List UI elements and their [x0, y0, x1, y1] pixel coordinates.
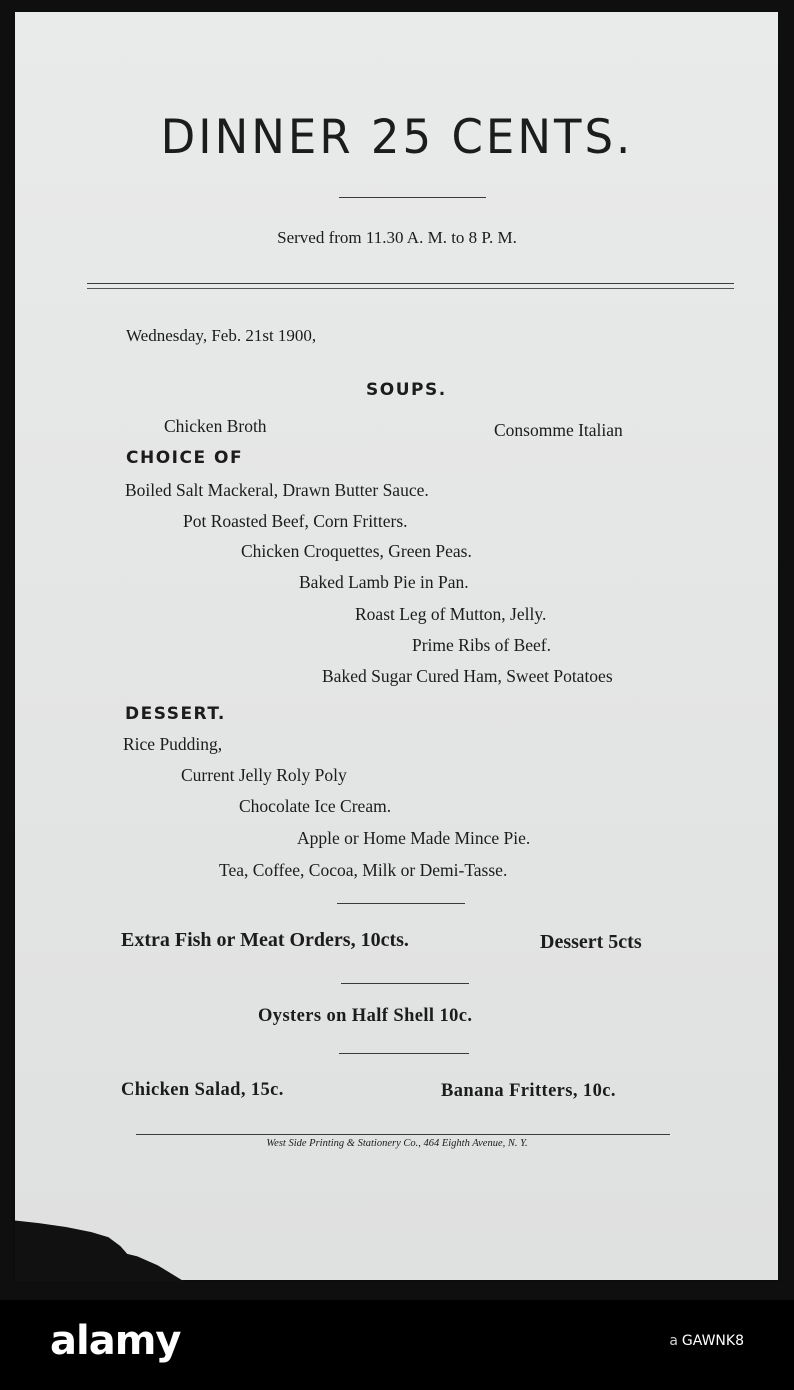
- image-id-value: GAWNK8: [681, 1333, 744, 1349]
- banana-fritters-price: Banana Fritters, 10c.: [441, 1081, 616, 1101]
- double-rule-bottom: [87, 288, 734, 289]
- dessert-item: Chocolate Ice Cream.: [239, 796, 392, 816]
- image-id-label: a: [669, 1333, 678, 1349]
- divider: [341, 983, 469, 984]
- chicken-salad-price: Chicken Salad, 15c.: [121, 1080, 284, 1100]
- choice-item: Prime Ribs of Beef.: [412, 635, 552, 655]
- oysters-price: Oysters on Half Shell 10c.: [258, 1006, 473, 1026]
- divider: [339, 197, 486, 198]
- dessert-item: Current Jelly Roly Poly: [181, 765, 347, 785]
- dessert-heading: DESSERT.: [125, 704, 226, 724]
- choice-heading: CHOICE OF: [126, 448, 244, 468]
- double-rule-top: [87, 283, 734, 284]
- divider: [339, 1053, 469, 1054]
- dessert-price: Dessert 5cts: [540, 931, 642, 953]
- printer-credit: West Side Printing & Stationery Co., 464 Eighth Avenue, N. Y.: [266, 1138, 528, 1149]
- choice-item: Boiled Salt Mackeral, Drawn Butter Sauce.: [125, 480, 429, 500]
- service-hours: Served from 11.30 A. M. to 8 P. M.: [277, 228, 517, 247]
- dessert-item: Rice Pudding,: [123, 734, 223, 754]
- dessert-item: Tea, Coffee, Cocoa, Milk or Demi-Tasse.: [219, 860, 508, 880]
- extra-orders-price: Extra Fish or Meat Orders, 10cts.: [121, 929, 409, 951]
- divider: [337, 903, 465, 904]
- choice-item: Pot Roasted Beef, Corn Fritters.: [183, 511, 408, 531]
- menu-title: DINNER 25 CENTS.: [160, 108, 634, 165]
- soups-heading: SOUPS.: [366, 380, 447, 400]
- footer-rule: [136, 1134, 670, 1135]
- choice-item: Chicken Croquettes, Green Peas.: [241, 541, 472, 561]
- choice-item: Roast Leg of Mutton, Jelly.: [355, 604, 547, 624]
- stock-logo: alamy: [50, 1318, 181, 1364]
- choice-item: Baked Lamb Pie in Pan.: [299, 572, 469, 592]
- menu-date: Wednesday, Feb. 21st 1900,: [126, 326, 317, 345]
- dessert-item: Apple or Home Made Mince Pie.: [297, 828, 531, 848]
- soup-item: Chicken Broth: [164, 416, 267, 436]
- soup-item: Consomme Italian: [494, 420, 623, 440]
- choice-item: Baked Sugar Cured Ham, Sweet Potatoes: [322, 666, 613, 686]
- image-id: [669, 1333, 744, 1349]
